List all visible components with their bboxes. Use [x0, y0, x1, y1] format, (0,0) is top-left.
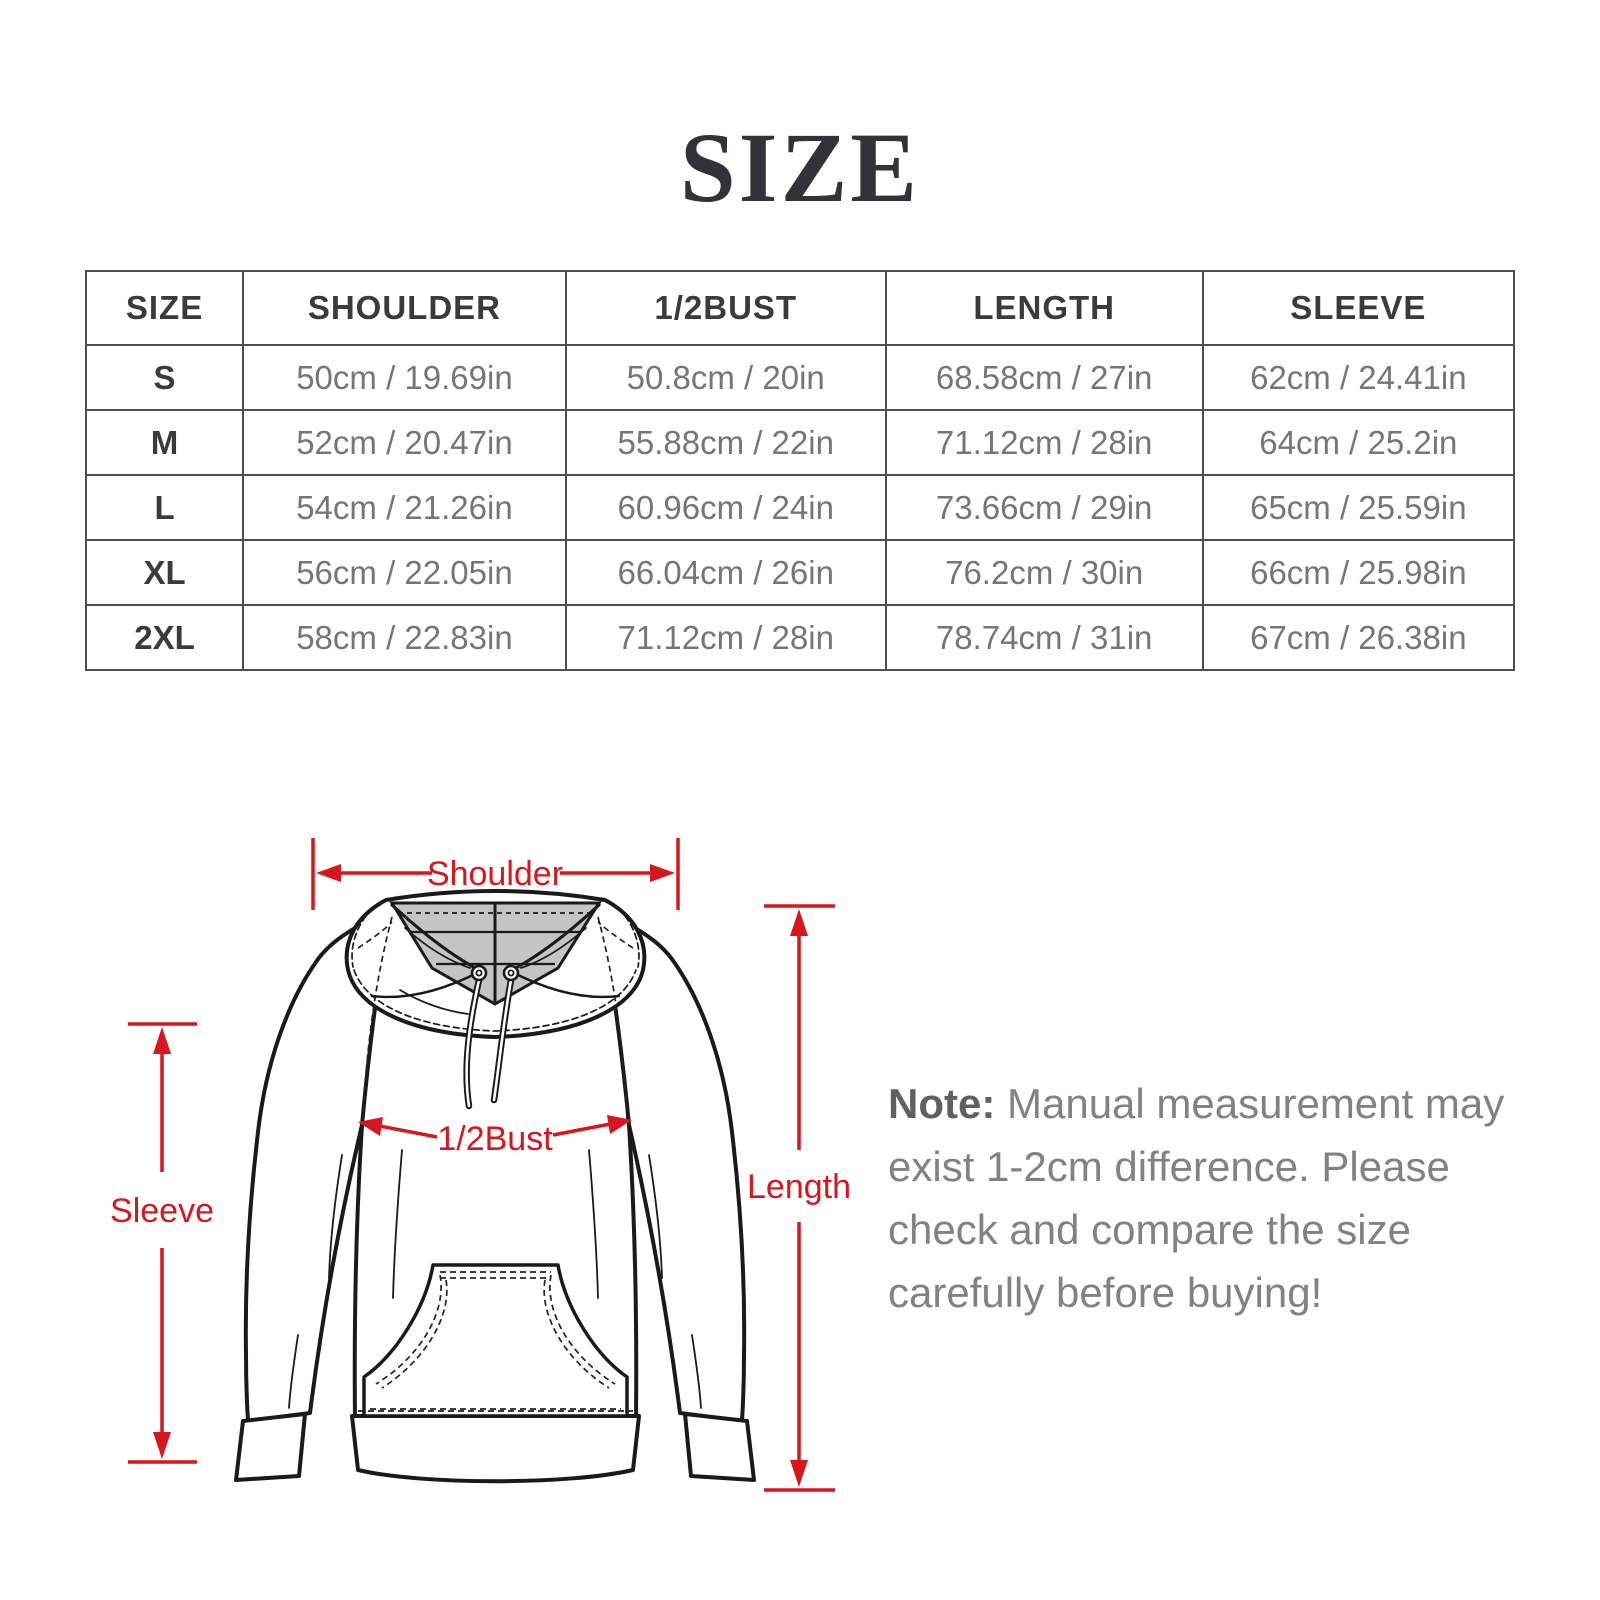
sleeve-up-arrowhead [153, 1027, 171, 1054]
table-row [86, 410, 1514, 475]
table-cell: 64cm / 25.2in [1203, 410, 1514, 475]
table-cell: 66cm / 25.98in [1203, 540, 1514, 605]
table-cell: 78.74cm / 31in [886, 605, 1203, 670]
table-cell: 50.8cm / 20in [566, 345, 886, 410]
table-cell: 50cm / 19.69in [243, 345, 566, 410]
table-cell: M [86, 410, 243, 475]
column-header-shoulder: SHOULDER [243, 271, 566, 345]
length-up-arrowhead [790, 909, 808, 936]
table-cell: 52cm / 20.47in [243, 410, 566, 475]
table-row [86, 345, 1514, 410]
hoodie-left-cuff [236, 1414, 305, 1480]
table-row [86, 605, 1514, 670]
table-cell: S [86, 345, 243, 410]
note-line-4: carefully before buying! [888, 1269, 1323, 1316]
hoodie-measurement-diagram [100, 820, 860, 1520]
table-row [86, 475, 1514, 540]
table-cell: 68.58cm / 27in [886, 345, 1203, 410]
table-cell: 60.96cm / 24in [566, 475, 886, 540]
sleeve-label: Sleeve [110, 1192, 214, 1230]
note-text [888, 1072, 1508, 1324]
table-cell: 67cm / 26.38in [1203, 605, 1514, 670]
bust-label: 1/2Bust [437, 1120, 553, 1158]
note-line-2: exist 1-2cm difference. Please [888, 1143, 1450, 1190]
table-cell: 55.88cm / 22in [566, 410, 886, 475]
shoulder-right-arrowhead [650, 864, 675, 882]
table-cell: 58cm / 22.83in [243, 605, 566, 670]
table-cell: 66.04cm / 26in [566, 540, 886, 605]
table-cell: XL [86, 540, 243, 605]
shoulder-left-arrowhead [316, 864, 341, 882]
table-cell: 2XL [86, 605, 243, 670]
table-row [86, 540, 1514, 605]
page-title: SIZE [680, 112, 920, 223]
column-header-length: LENGTH [886, 271, 1203, 345]
table-cell: L [86, 475, 243, 540]
table-cell: 62cm / 24.41in [1203, 345, 1514, 410]
table-cell: 71.12cm / 28in [886, 410, 1203, 475]
note-label: Note: [888, 1080, 996, 1127]
column-header-sleeve: SLEEVE [1203, 271, 1514, 345]
table-cell: 65cm / 25.59in [1203, 475, 1514, 540]
note-line-1-text: Manual measurement may [995, 1080, 1505, 1127]
hoodie-flat-sketch [100, 820, 860, 1520]
table-cell: 73.66cm / 29in [886, 475, 1203, 540]
length-down-arrowhead [790, 1460, 808, 1487]
note-line-1 [888, 1072, 1508, 1135]
hoodie-hem-band [352, 1416, 639, 1481]
table-cell: 56cm / 22.05in [243, 540, 566, 605]
hoodie-right-cuff [685, 1414, 754, 1480]
shoulder-label: Shoulder [426, 855, 564, 893]
table-cell: 71.12cm / 28in [566, 605, 886, 670]
column-header-size: SIZE [86, 271, 243, 345]
sleeve-down-arrowhead [153, 1432, 171, 1459]
column-header-bust: 1/2BUST [566, 271, 886, 345]
length-label: Length [747, 1168, 851, 1206]
size-table-header-row [86, 271, 1514, 345]
table-cell: 76.2cm / 30in [886, 540, 1203, 605]
size-table [85, 270, 1515, 671]
table-cell: 54cm / 21.26in [243, 475, 566, 540]
note-line-3: check and compare the size [888, 1206, 1411, 1253]
